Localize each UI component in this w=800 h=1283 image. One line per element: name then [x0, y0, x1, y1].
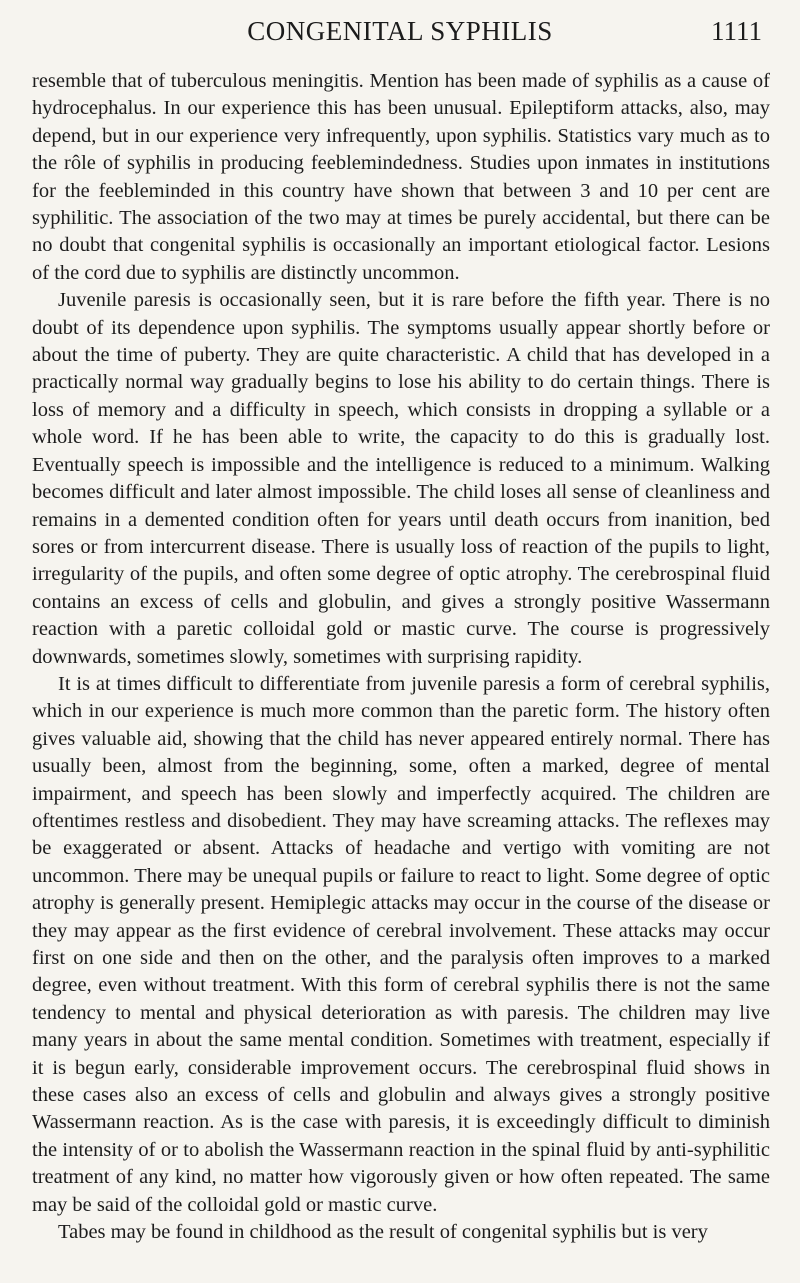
body-text [32, 68, 770, 1246]
paragraph-4: Tabes may be found in childhood as the result of congenital syphilis but is very [58, 1221, 708, 1244]
page-number: 1111 [711, 16, 762, 46]
running-title: CONGENITAL SYPHILIS [247, 16, 553, 46]
paragraph-2: Juvenile paresis is occasionally seen, but it is rare before the fifth year. There is no doubt of its dependence upon syphilis. The symptoms usually appear shortly before or about the time of puberty. They are quite characteristic. A child that has developed in a practically normal way gradually begins to lose his ability to do certain things. There is loss of memory and a difficulty in speech, which consists in dropping a syllable or a whole word. If he has been able to write, the capacity to do this is gradually lost. Eventually speech is impossible and the intelligence is reduced to a minimum. Walking becomes difficult and later almost impossible. The child loses all sense of cleanliness and remains in a demented condition often for years until death occurs from inanition, bed sores or from intercurrent disease. There is usually loss of reaction of the pupils to light, irregularity of the pupils, and often some degree of optic atrophy. The cerebrospinal fluid contains an excess of cells and globulin, and gives a strongly positive Wassermann reaction with a paretic colloidal gold or mastic curve. The course is progressively downwards, sometimes slowly, sometimes with surprising rapidity. [32, 289, 770, 668]
paragraph-1: resemble that of tuberculous meningitis. Mention has been made of syphilis as a cause of hydrocephalus. In our experience this has been unusual. Epileptiform attacks, also, may depend, but in our experience very infrequently, upon syphilis. Statistics vary much as to the rôle of syphilis in producing feeblemindedness. Studies upon inmates in institutions for the feebleminded in this country have shown that between 3 and 10 per cent are syphilitic. The association of the two may at times be purely accidental, but there can be no doubt that congenital syphilis is occasionally an important etiological factor. Lesions of the cord due to syphilis are distinctly uncommon. [32, 70, 770, 284]
paragraph-3: It is at times difficult to differentiate from juvenile paresis a form of cerebral syphilis, which in our experience is much more common than the paretic form. The history often gives valuable aid, showing that the child has never appeared entirely normal. There has usually been, almost from the beginning, some, often a marked, degree of mental impairment, and speech has been slowly and imperfectly acquired. The children are oftentimes restless and disobedient. They may have screaming attacks. The reflexes may be exaggerated or absent. Attacks of headache and vertigo with vomiting are not uncommon. There may be unequal pupils or failure to react to light. Some degree of optic atrophy is generally present. Hemiplegic attacks may occur in the course of the disease or they may appear as the first evidence of cerebral involvement. These attacks may occur first on one side and then on the other, and the paralysis often improves to a marked degree, even without treatment. With this form of cerebral syphilis there is not the same tendency to mental and physical deterioration as with paresis. The children may live many years in about the same mental condition. Sometimes with treatment, especially if it is begun early, considerable improvement occurs. The cerebrospinal fluid shows in these cases also an excess of cells and globulin and always gives a strongly positive Wassermann reaction. As is the case with paresis, it is exceedingly difficult to diminish the intensity of or to abolish the Wassermann reaction in the spinal fluid by anti-syphilitic treatment of any kind, no matter how vigorously given or how often repeated. The same may be said of the colloidal gold or mastic curve. [32, 672, 770, 1216]
page-header [30, 16, 770, 56]
